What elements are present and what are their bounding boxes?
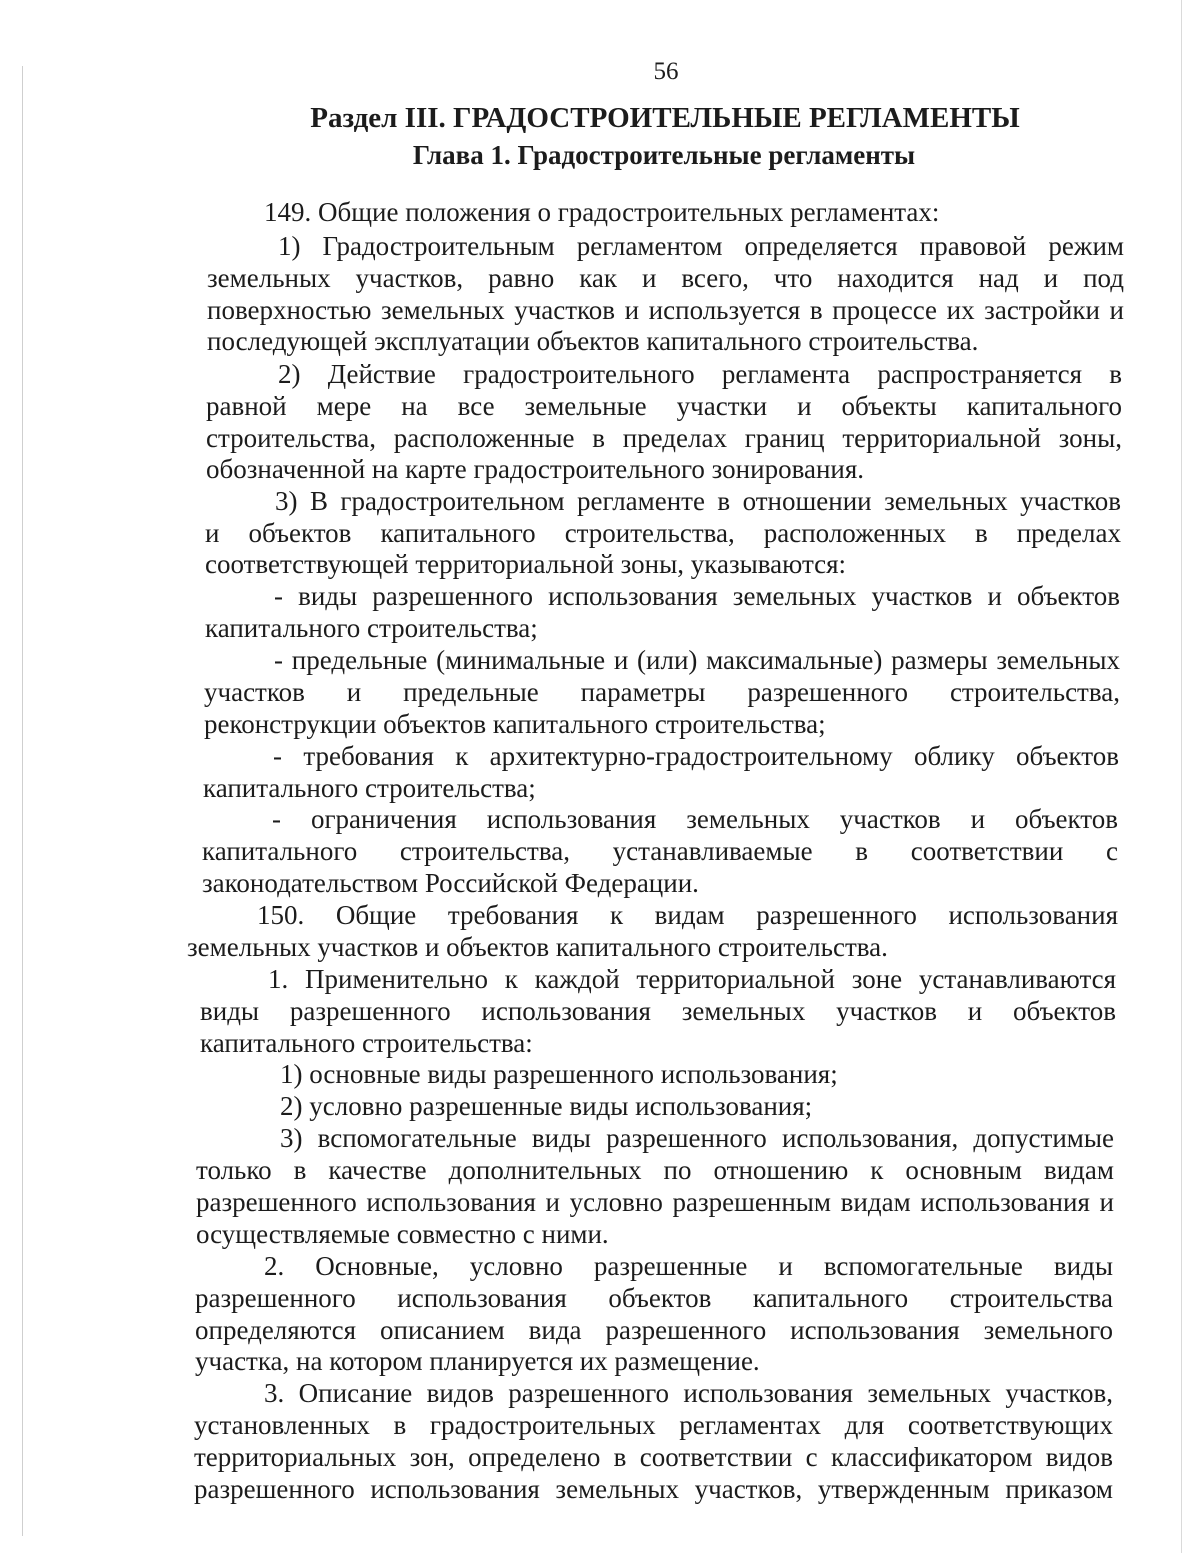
text-line: территориальных зон, определено в соответствии с классификатором видов	[194, 1442, 1113, 1472]
text-line: законодательством Российской Федерации.	[202, 868, 699, 898]
chapter-title: Глава 1. Градостроительные регламенты	[412, 140, 916, 170]
text-line: участков и предельные параметры разрешенного строительства,	[204, 677, 1120, 707]
text-line: 1. Применительно к каждой территориальной зоне устанавливаются	[268, 964, 1116, 994]
text-line: и объектов капитального строительства, расположенных в пределах	[205, 518, 1121, 548]
text-line: 2) условно разрешенные виды использования;	[280, 1091, 813, 1121]
text-line: реконструкции объектов капитального строительства;	[204, 709, 826, 739]
text-line: капитального строительства:	[200, 1028, 533, 1058]
text-line: только в качестве дополнительных по отношению к основным видам	[196, 1155, 1114, 1185]
text-line: 150. Общие требования к видам разрешенного использования	[257, 900, 1118, 930]
text-line: поверхностью земельных участков и используется в процессе их застройки и	[207, 295, 1124, 325]
text-line: 3) вспомогательные виды разрешенного использования, допустимые	[280, 1123, 1114, 1153]
text-line: - виды разрешенного использования земельных участков и объектов	[274, 581, 1120, 611]
text-line: 2. Основные, условно разрешенные и вспомогательные виды	[264, 1251, 1113, 1281]
text-line: осуществляемые совместно с ними.	[196, 1219, 609, 1249]
scan-edge-right	[1181, 0, 1182, 1553]
text-line: строительства, расположенные в пределах границ территориальной зоны,	[206, 423, 1122, 453]
text-line: участка, на котором планируется их размещение.	[195, 1346, 760, 1376]
text-line: последующей эксплуатации объектов капитального строительства.	[207, 326, 979, 356]
text-line: - требования к архитектурно-градостроительному облику объектов	[273, 741, 1119, 771]
text-line: земельных участков и объектов капитального строительства.	[187, 932, 888, 962]
text-line: 149. Общие положения о градостроительных регламентах:	[264, 197, 940, 227]
text-line: обозначенной на карте градостроительного зонирования.	[206, 454, 865, 484]
text-line: земельных участков, равно как и всего, что находится над и под	[207, 263, 1124, 293]
page-number: 56	[653, 58, 679, 85]
text-line: 3) В градостроительном регламенте в отношении земельных участков	[275, 486, 1121, 516]
text-line: разрешенного использования и условно разрешенным видам использования и	[196, 1187, 1114, 1217]
text-line: соответствующей территориальной зоны, указываются:	[205, 549, 846, 579]
text-line: 1) Градостроительным регламентом определяется правовой режим	[278, 231, 1124, 261]
text-line: разрешенного использования объектов капитального строительства	[195, 1283, 1113, 1313]
scan-edge-left	[22, 66, 23, 1536]
text-line: определяются описанием вида разрешенного использования земельного	[195, 1315, 1113, 1345]
text-line: разрешенного использования земельных участков, утвержденным приказом	[194, 1474, 1113, 1504]
text-line: 2) Действие градостроительного регламента распространяется в	[278, 359, 1122, 389]
text-line: капитального строительства, устанавливаемые в соответствии с	[202, 836, 1118, 866]
text-line: виды разрешенного использования земельных участков и объектов	[200, 996, 1116, 1026]
text-line: - ограничения использования земельных участков и объектов	[272, 804, 1118, 834]
text-line: - предельные (минимальные и (или) максимальные) размеры земельных	[274, 645, 1120, 675]
text-line: равной мере на все земельные участки и объекты капитального	[206, 391, 1122, 421]
text-line: 1) основные виды разрешенного использования;	[280, 1059, 838, 1089]
text-line: капитального строительства;	[203, 773, 536, 803]
text-line: установленных в градостроительных регламентах для соответствующих	[194, 1410, 1113, 1440]
text-line: капитального строительства;	[205, 613, 538, 643]
section-title: Раздел III. ГРАДОСТРОИТЕЛЬНЫЕ РЕГЛАМЕНТЫ	[310, 102, 1020, 134]
text-line: 3. Описание видов разрешенного использования земельных участков,	[264, 1378, 1113, 1408]
